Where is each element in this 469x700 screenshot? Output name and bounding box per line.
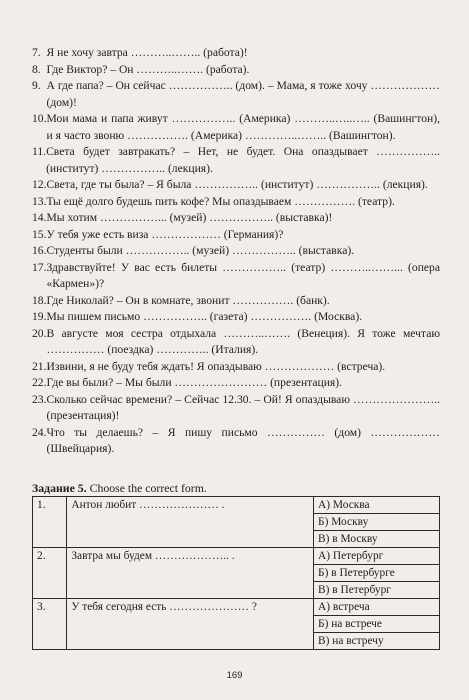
exercise-item — [32, 45, 440, 62]
exercise-text: Извини, я не буду тебя ждать! Я опаздываю ……………… (встреча). — [46, 359, 386, 373]
exercise-text: Где Николай? – Он в комнате, звонит ……………. (банк). — [46, 293, 330, 307]
exercise-item — [32, 359, 440, 376]
question-prompt: У тебя сегодня есть ………………… ? — [67, 599, 314, 650]
answer-option[interactable]: В) в Москву — [314, 531, 440, 548]
exercise-number: 8. — [32, 62, 47, 76]
exercise-text: Мои мама и папа живут …………….. (Америка) ………..…..….. (Вашингтон), и я часто звоню ……………. (Америка) …………..…….. (Вашингтон). — [46, 112, 440, 142]
exercise-text: Света, где ты была? – Я была …………….. (институт) …………….. (лекция). — [46, 178, 428, 191]
exercise-item — [32, 375, 440, 392]
question-number: 2. — [33, 548, 67, 599]
exercise-item — [32, 210, 440, 227]
exercise-number: 22. — [32, 376, 47, 389]
exercise-number: 15. — [32, 227, 47, 241]
task-label: Задание 5. — [32, 481, 87, 495]
exercise-item — [32, 177, 440, 194]
question-prompt: Завтра мы будем ……………….. . — [67, 548, 314, 599]
choices-table — [32, 496, 440, 650]
choice-row — [33, 497, 440, 514]
task-instruction: Choose the correct form. — [86, 481, 207, 495]
exercise-number: 9. — [32, 79, 47, 92]
exercise-item — [32, 260, 440, 293]
choice-row — [33, 548, 440, 565]
exercise-number: 12. — [32, 178, 47, 191]
exercise-item — [32, 243, 440, 260]
exercise-item — [32, 78, 440, 111]
question-number: 1. — [33, 497, 67, 548]
exercise-number: 21. — [32, 359, 47, 373]
exercise-list — [32, 45, 440, 458]
exercise-number: 18. — [32, 293, 47, 307]
exercise-number: 23. — [32, 392, 47, 406]
exercise-text: Ты ещё долго будешь пить кофе? Мы опаздываем ……………. (театр). — [46, 194, 395, 208]
exercise-item — [32, 392, 440, 425]
exercise-number: 14. — [32, 211, 47, 224]
exercise-number: 13. — [32, 194, 47, 208]
exercise-text: Мы хотим ……………... (музей) …………….. (выставка)! — [46, 211, 333, 224]
exercise-text: Где вы были? – Мы были …………………… (презентация). — [46, 376, 343, 389]
exercise-number: 19. — [32, 310, 47, 323]
exercise-number: 16. — [32, 244, 47, 257]
exercise-text: Что ты делаешь? – Я пишу письмо …………… (дом) ……………… (Швейцария). — [46, 425, 440, 455]
exercise-text: Где Виктор? – Он ………..……. (работа). — [46, 62, 250, 76]
exercise-number: 17. — [32, 260, 47, 274]
page-number: 169 — [226, 670, 243, 681]
exercise-text: Сколько сейчас времени? – Сейчас 12.30. – Ой! Я опаздываю ………………….. (презентация)! — [46, 392, 440, 422]
exercise-item — [32, 425, 440, 458]
exercise-item — [32, 144, 440, 177]
choice-row — [33, 599, 440, 616]
answer-option[interactable]: А) встреча — [314, 599, 440, 616]
exercise-item — [32, 194, 440, 211]
exercise-number: 10. — [32, 112, 47, 125]
exercise-text: А где папа? – Он сейчас …………….. (дом). – Мама, я тоже хочу ……………… (дом)! — [46, 79, 440, 109]
exercise-item — [32, 62, 440, 79]
answer-option[interactable]: Б) в Петербурге — [314, 565, 440, 582]
exercise-item — [32, 309, 440, 326]
exercise-text: Я не хочу завтра ………..…….. (работа)! — [46, 46, 248, 59]
answer-option[interactable]: Б) Москву — [314, 514, 440, 531]
question-prompt: Антон любит ………………… . — [67, 497, 314, 548]
exercise-text: У тебя уже есть виза ……………… (Германия)? — [46, 227, 284, 241]
exercise-item — [32, 326, 440, 359]
answer-option[interactable]: А) Петербург — [314, 548, 440, 565]
answer-option[interactable]: Б) на встрече — [314, 616, 440, 633]
exercise-number: 24. — [32, 425, 47, 439]
exercise-number: 11. — [32, 145, 47, 158]
exercise-text: Студенты были …………….. (музей) …………….. (выставка). — [46, 244, 355, 257]
exercise-item — [32, 293, 440, 310]
answer-option[interactable]: А) Москва — [314, 497, 440, 514]
answer-option[interactable]: В) на встречу — [314, 633, 440, 650]
exercise-number: 7. — [32, 46, 47, 59]
exercise-item — [32, 227, 440, 244]
exercise-number: 20. — [32, 326, 47, 340]
exercise-text: Мы пишем письмо …………….. (газета) ……………. (Москва). — [46, 310, 363, 323]
exercise-text: Света будет завтракать? – Нет, не будет. Она опаздывает …………….. (институт) …………….. (лекция). — [46, 145, 440, 175]
exercise-text: В августе моя сестра отдыхала ………..……. (Венеция). Я тоже мечтаю …………… (поездка) ………….. (Италия). — [46, 326, 440, 356]
exercise-text: Здравствуйте! У вас есть билеты …………….. (театр) ………..……... (опера «Кармен»)? — [46, 260, 440, 290]
answer-option[interactable]: В) в Петербург — [314, 582, 440, 599]
task-header — [32, 481, 207, 496]
question-number: 3. — [33, 599, 67, 650]
exercise-item — [32, 111, 440, 144]
